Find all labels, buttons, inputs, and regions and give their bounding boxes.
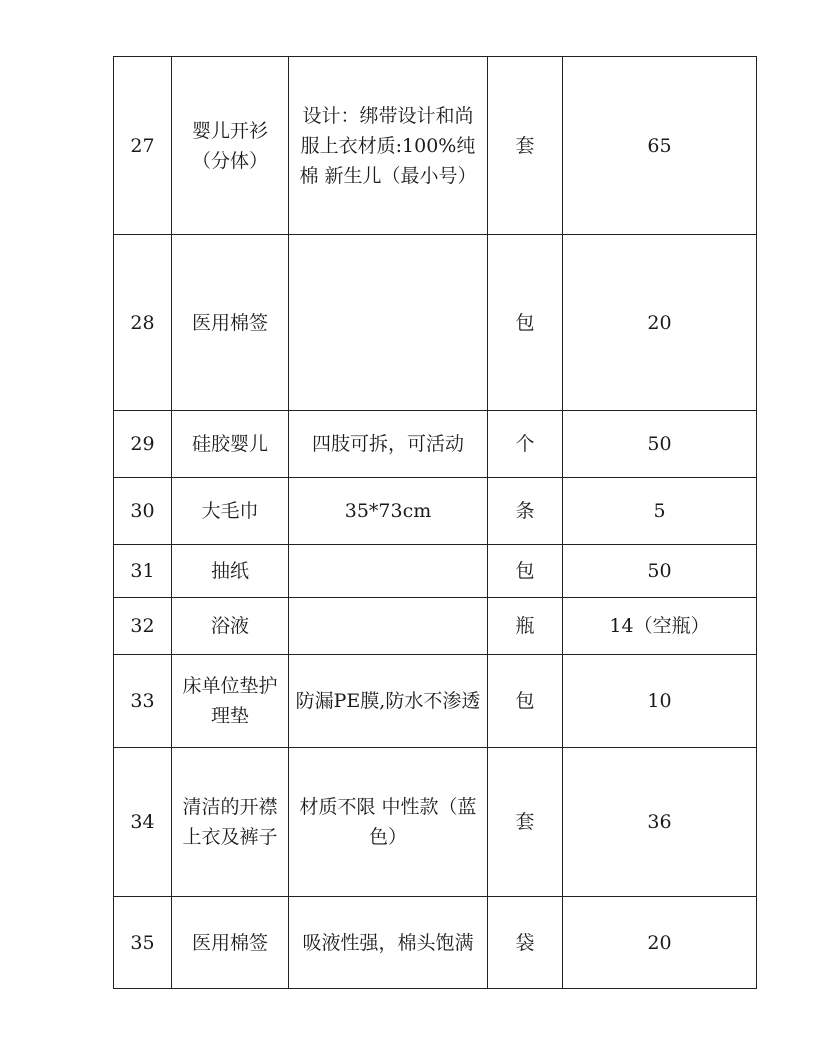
row-number: 30 bbox=[114, 478, 172, 545]
item-spec: 设计：绑带设计和尚服上衣材质:100%纯棉 新生儿（最小号） bbox=[289, 57, 488, 235]
item-spec bbox=[289, 598, 488, 655]
item-unit: 套 bbox=[488, 748, 563, 897]
row-number: 29 bbox=[114, 411, 172, 478]
row-number: 31 bbox=[114, 545, 172, 598]
item-unit: 袋 bbox=[488, 897, 563, 989]
item-unit: 包 bbox=[488, 655, 563, 748]
row-number: 27 bbox=[114, 57, 172, 235]
item-quantity: 20 bbox=[563, 235, 757, 411]
item-unit: 包 bbox=[488, 545, 563, 598]
item-name: 大毛巾 bbox=[172, 478, 289, 545]
table-row bbox=[114, 545, 757, 598]
item-quantity: 50 bbox=[563, 545, 757, 598]
item-unit: 瓶 bbox=[488, 598, 563, 655]
item-unit: 包 bbox=[488, 235, 563, 411]
table-row bbox=[114, 235, 757, 411]
table-row bbox=[114, 411, 757, 478]
item-spec: 材质不限 中性款（蓝色） bbox=[289, 748, 488, 897]
row-number: 34 bbox=[114, 748, 172, 897]
supply-table bbox=[113, 56, 757, 989]
item-spec: 吸液性强，棉头饱满 bbox=[289, 897, 488, 989]
item-unit: 条 bbox=[488, 478, 563, 545]
item-quantity: 65 bbox=[563, 57, 757, 235]
table-row bbox=[114, 478, 757, 545]
item-spec: 四肢可拆，可活动 bbox=[289, 411, 488, 478]
item-quantity: 36 bbox=[563, 748, 757, 897]
item-quantity: 20 bbox=[563, 897, 757, 989]
item-quantity: 5 bbox=[563, 478, 757, 545]
item-quantity: 10 bbox=[563, 655, 757, 748]
item-name: 清洁的开襟上衣及裤子 bbox=[172, 748, 289, 897]
item-spec bbox=[289, 235, 488, 411]
item-unit: 套 bbox=[488, 57, 563, 235]
item-quantity: 50 bbox=[563, 411, 757, 478]
item-name: 硅胶婴儿 bbox=[172, 411, 289, 478]
table-row bbox=[114, 598, 757, 655]
item-name: 抽纸 bbox=[172, 545, 289, 598]
table-row bbox=[114, 748, 757, 897]
row-number: 32 bbox=[114, 598, 172, 655]
item-name: 医用棉签 bbox=[172, 235, 289, 411]
item-quantity: 14（空瓶） bbox=[563, 598, 757, 655]
item-name: 医用棉签 bbox=[172, 897, 289, 989]
row-number: 35 bbox=[114, 897, 172, 989]
item-unit: 个 bbox=[488, 411, 563, 478]
row-number: 28 bbox=[114, 235, 172, 411]
item-spec: 防漏PE膜,防水不渗透 bbox=[289, 655, 488, 748]
row-number: 33 bbox=[114, 655, 172, 748]
item-name: 床单位垫护理垫 bbox=[172, 655, 289, 748]
item-name: 婴儿开衫（分体） bbox=[172, 57, 289, 235]
item-name: 浴液 bbox=[172, 598, 289, 655]
table-row bbox=[114, 897, 757, 989]
table-row bbox=[114, 57, 757, 235]
item-spec bbox=[289, 545, 488, 598]
item-spec: 35*73cm bbox=[289, 478, 488, 545]
table-row bbox=[114, 655, 757, 748]
